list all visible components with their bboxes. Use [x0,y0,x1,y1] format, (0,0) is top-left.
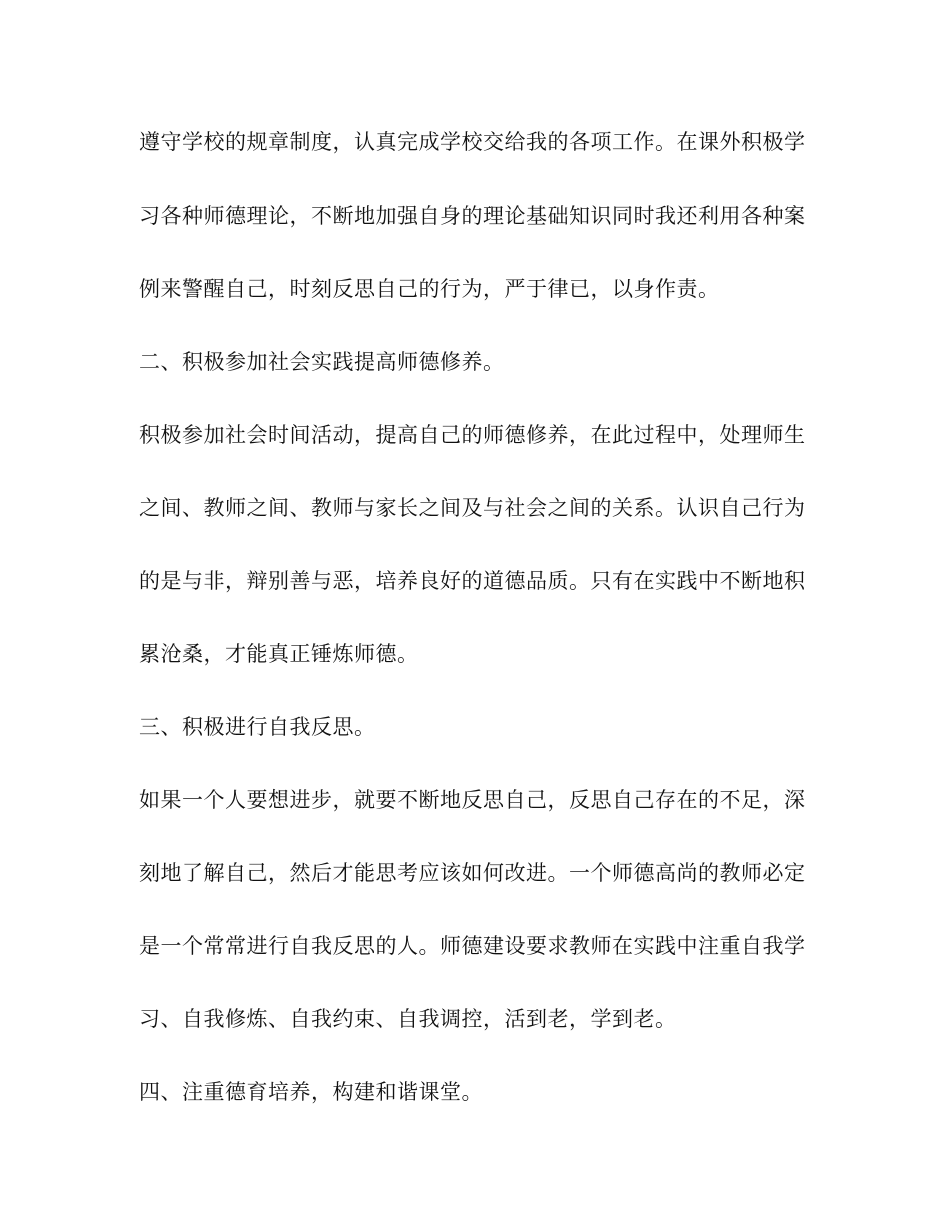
paragraph-line: 是一个常常进行自我反思的人。师德建设要求教师在实践中注重自我学 [139,934,806,958]
paragraph-line: 之间、教师之间、教师与家长之间及与社会之间的关系。认识自己行为 [139,496,806,520]
section-heading: 三、积极进行自我反思。 [139,715,376,739]
paragraph-line: 例来警醒自己，时刻反思自己的行为，严于律已，以身作责。 [139,277,720,301]
section-heading: 二、积极参加社会实践提高师德修养。 [139,350,505,374]
paragraph-line: 习各种师德理论，不断地加强自身的理论基础知识同时我还利用各种案 [139,204,806,228]
paragraph-line: 刻地了解自己，然后才能思考应该如何改进。一个师德高尚的教师必定 [139,861,806,885]
paragraph-line: 习、自我修炼、自我约束、自我调控，活到老，学到老。 [139,1007,677,1031]
paragraph-line: 积极参加社会时间活动，提高自己的师德修养，在此过程中，处理师生 [139,423,806,447]
section-heading: 四、注重德育培养，构建和谐课堂。 [139,1080,483,1104]
paragraph-line: 如果一个人要想进步，就要不断地反思自己，反思自己存在的不足，深 [139,788,806,812]
paragraph-line: 的是与非，辩别善与恶，培养良好的道德品质。只有在实践中不断地积 [139,569,806,593]
paragraph-line: 累沧桑，才能真正锤炼师德。 [139,642,419,666]
paragraph-line: 遵守学校的规章制度，认真完成学校交给我的各项工作。在课外积极学 [139,130,806,154]
